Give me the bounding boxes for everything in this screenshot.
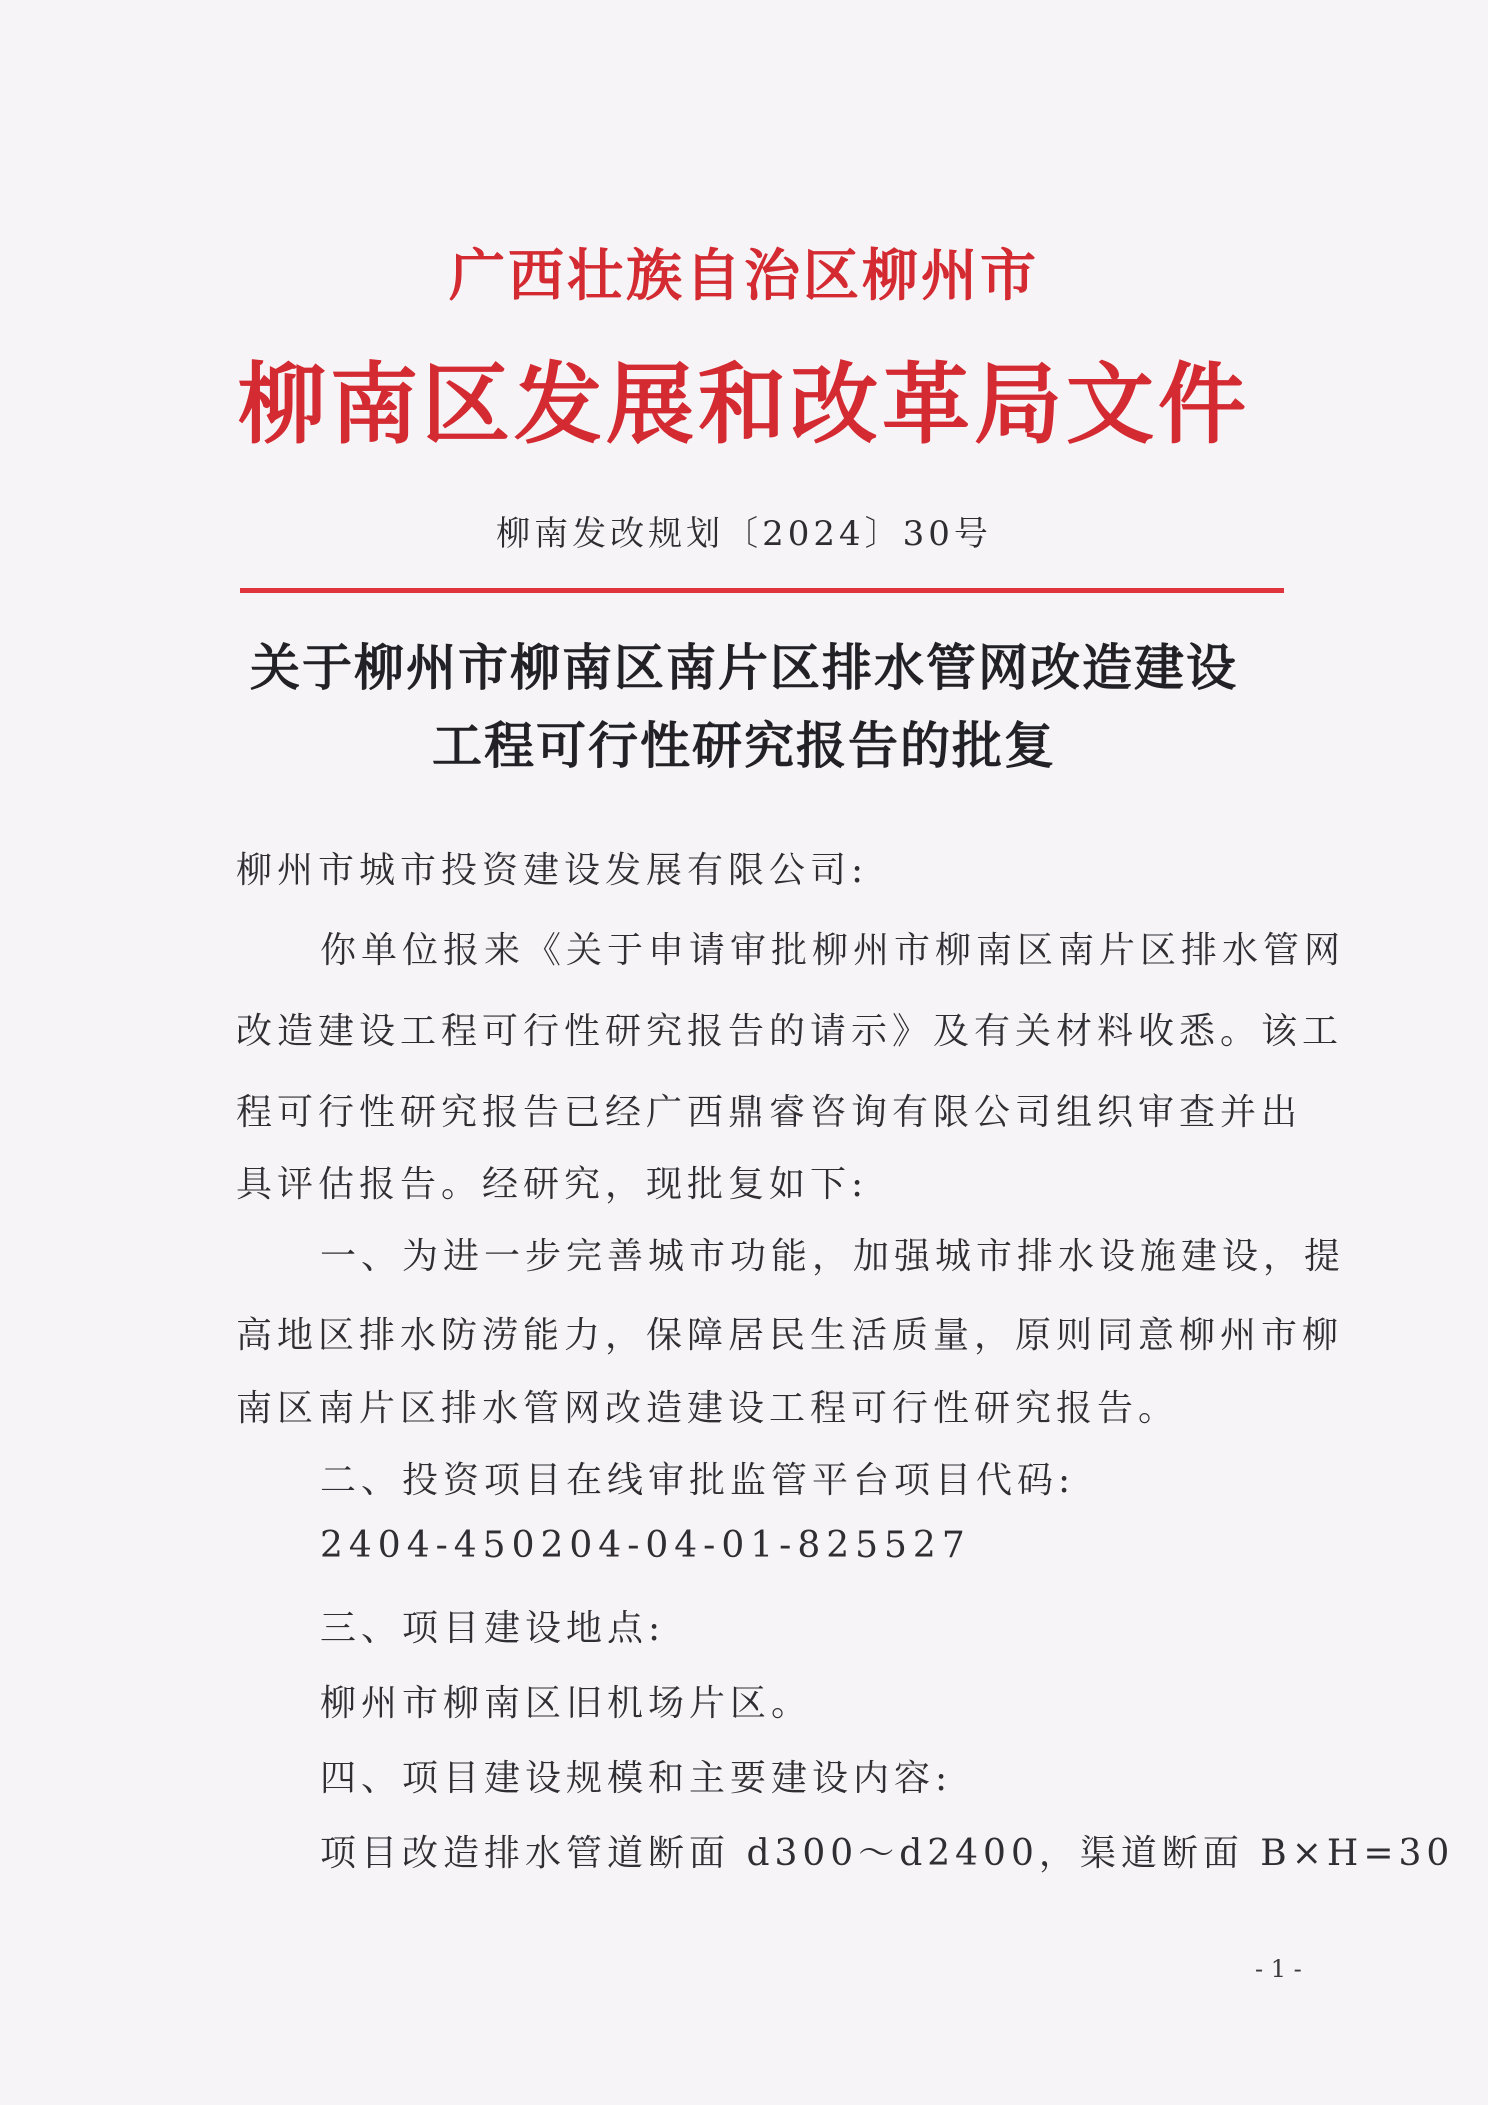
- document-title-line-1: 关于柳州市柳南区南片区排水管网改造建设: [250, 638, 1238, 697]
- paragraph-2-line-1: 一、为进一步完善城市功能，加强城市排水设施建设，提: [320, 1236, 1346, 1277]
- paragraph-1-line-4: 具评估报告。经研究，现批复如下:: [236, 1164, 869, 1205]
- paragraph-1-line-3: 程可行性研究报告已经广西鼎睿咨询有限公司组织审查并出: [236, 1092, 1303, 1133]
- paragraph-2-line-3: 南区南片区排水管网改造建设工程可行性研究报告。: [236, 1388, 1180, 1429]
- issuer-region-heading: 广西壮族自治区柳州市: [449, 244, 1039, 309]
- section-2-heading: 二、投资项目在线审批监管平台项目代码:: [320, 1460, 1076, 1501]
- document-title-line-2: 工程可行性研究报告的批复: [432, 716, 1056, 775]
- document-number: 柳南发改规划〔2024〕30号: [496, 514, 992, 554]
- red-divider-line: [240, 588, 1284, 593]
- project-code: 2404-450204-04-01-825527: [320, 1525, 971, 1566]
- section-4-content-line-1: 项目改造排水管道断面 d300～d2400，渠道断面 B×H=30: [320, 1833, 1455, 1874]
- project-location: 柳州市柳南区旧机场片区。: [320, 1683, 813, 1724]
- section-4-heading: 四、项目建设规模和主要建设内容:: [320, 1758, 953, 1799]
- paragraph-1-line-1: 你单位报来《关于申请审批柳州市柳南区南片区排水管网: [320, 930, 1346, 971]
- addressee: 柳州市城市投资建设发展有限公司:: [236, 850, 869, 891]
- page-number: - 1 -: [1255, 1955, 1302, 1983]
- issuer-agency-heading: 柳南区发展和改革局文件: [237, 353, 1250, 456]
- paragraph-1-line-2: 改造建设工程可行性研究报告的请示》及有关材料收悉。该工: [236, 1011, 1344, 1052]
- paragraph-2-line-2: 高地区排水防涝能力，保障居民生活质量，原则同意柳州市柳: [236, 1315, 1344, 1356]
- section-3-heading: 三、项目建设地点:: [320, 1608, 666, 1649]
